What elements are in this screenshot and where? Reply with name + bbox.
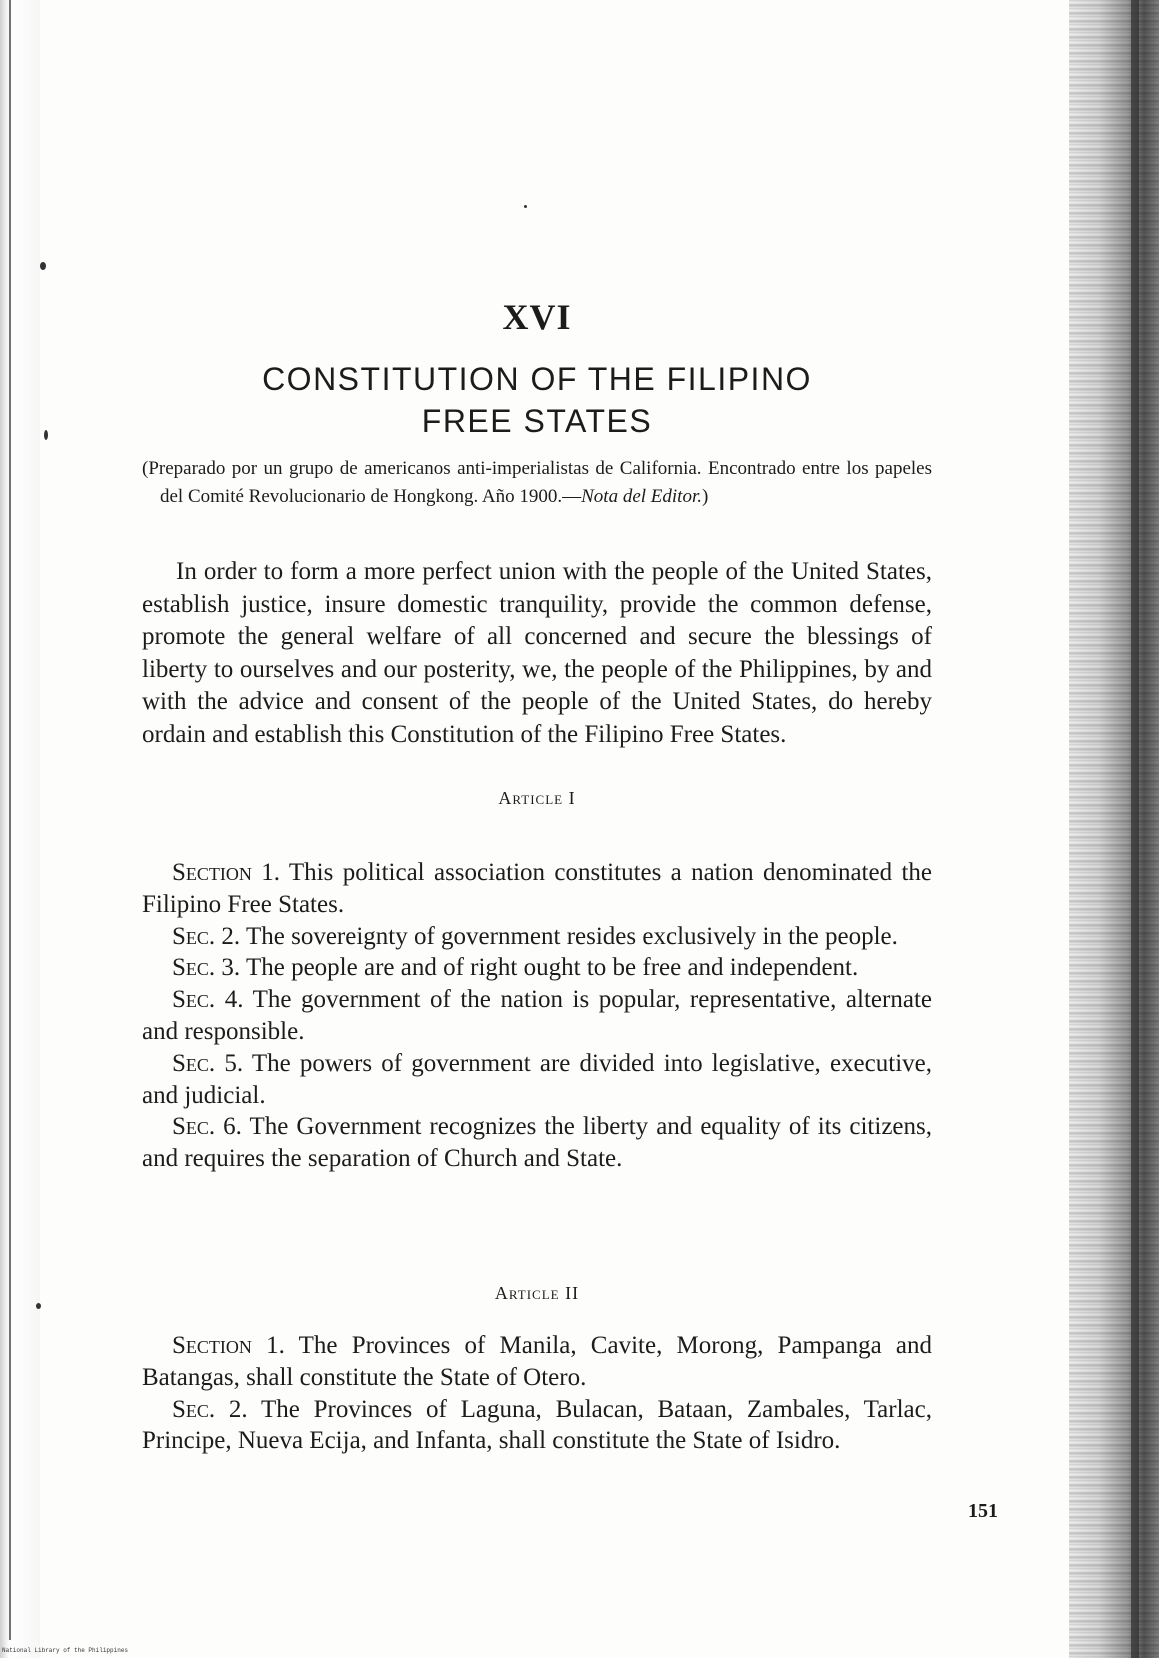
article-2-sections <box>142 1330 932 1457</box>
section-paragraph <box>142 1048 932 1112</box>
section-text: The Provinces of Laguna, Bulacan, Bataan, Zambales, Tarlac, Principe, Nueva Ecija, and Infanta, shall constitute the State of Isidro. <box>142 1395 932 1455</box>
page-fold-shadow <box>1131 0 1139 1658</box>
chapter-title-line-1: CONSTITUTION OF THE FILIPINO <box>262 361 812 397</box>
chapter-title <box>142 358 932 442</box>
section-text: The Provinces of Manila, Cavite, Morong, Pampanga and Batangas, shall constitute the State of Otero. <box>142 1332 932 1391</box>
section-text: The powers of government are divided into legislative, executive, and judicial. <box>142 1049 932 1109</box>
section-text: This political association constitutes a nation denominated the Filipino Free States. <box>142 859 932 918</box>
scan-speck <box>40 262 46 270</box>
section-paragraph <box>142 1330 932 1394</box>
section-lead: Section 1. <box>172 1332 285 1359</box>
section-paragraph <box>142 984 932 1048</box>
editor-note-italic: Nota del Editor. <box>581 486 702 507</box>
section-lead: Sec. 3. <box>172 954 241 982</box>
section-paragraph <box>142 1111 932 1175</box>
scan-credit: National Library of the Philippines <box>2 1647 129 1654</box>
article-1-sections <box>142 857 932 1175</box>
section-text: The sovereignty of government resides exclusively in the people. <box>245 922 898 950</box>
page-number: 151 <box>968 1500 998 1522</box>
section-lead: Sec. 2. <box>172 1395 248 1423</box>
chapter-number: XVI <box>502 297 572 337</box>
section-lead: Sec. 4. <box>172 986 244 1014</box>
chapter-title-line-2: FREE STATES <box>421 403 653 439</box>
preamble-paragraph: In order to form a more perfect union with the people of the United States, establish justice, insure domestic tranquility, provide the common defense, promote the general welfare of all concerned and secure the blessings of liberty to ourselves and our posterity, we, the people of the Philippines, by and with the advice and consent of the people of the United States, do hereby ordain and establish this Constitution of the Filipino Free States. <box>142 558 932 748</box>
page-right-edge-shadow <box>1069 0 1159 1658</box>
section-lead: Sec. 5. <box>172 1049 244 1077</box>
section-paragraph <box>142 1394 932 1458</box>
article-heading: Article I <box>498 788 576 808</box>
scan-speck <box>524 205 527 208</box>
article-heading: Article II <box>494 1283 580 1303</box>
editor-note <box>142 455 932 511</box>
scan-speck <box>44 430 48 440</box>
binding-line <box>9 0 11 1640</box>
scan-speck <box>36 1303 41 1309</box>
section-paragraph <box>142 857 932 921</box>
section-paragraph <box>142 921 932 953</box>
editor-note-text: (Preparado por un grupo de americanos anti-imperialistas de California. Encontrado entre los papeles del Comité Revolucionario de Hongkong. Año 1900.— <box>142 458 932 507</box>
editor-note-close: ) <box>702 486 709 507</box>
section-text: The government of the nation is popular, representative, alternate and responsible. <box>142 986 932 1045</box>
section-text: The Government recognizes the liberty and equality of its citizens, and requires the separation of Church and State. <box>142 1113 932 1173</box>
section-lead: Sec. 2. <box>172 922 241 950</box>
section-lead: Section 1. <box>172 859 280 886</box>
section-text: The people are and of right ought to be free and independent. <box>245 954 859 982</box>
section-lead: Sec. 6. <box>172 1113 242 1141</box>
section-paragraph <box>142 952 932 984</box>
page-left-edge <box>0 0 40 1658</box>
